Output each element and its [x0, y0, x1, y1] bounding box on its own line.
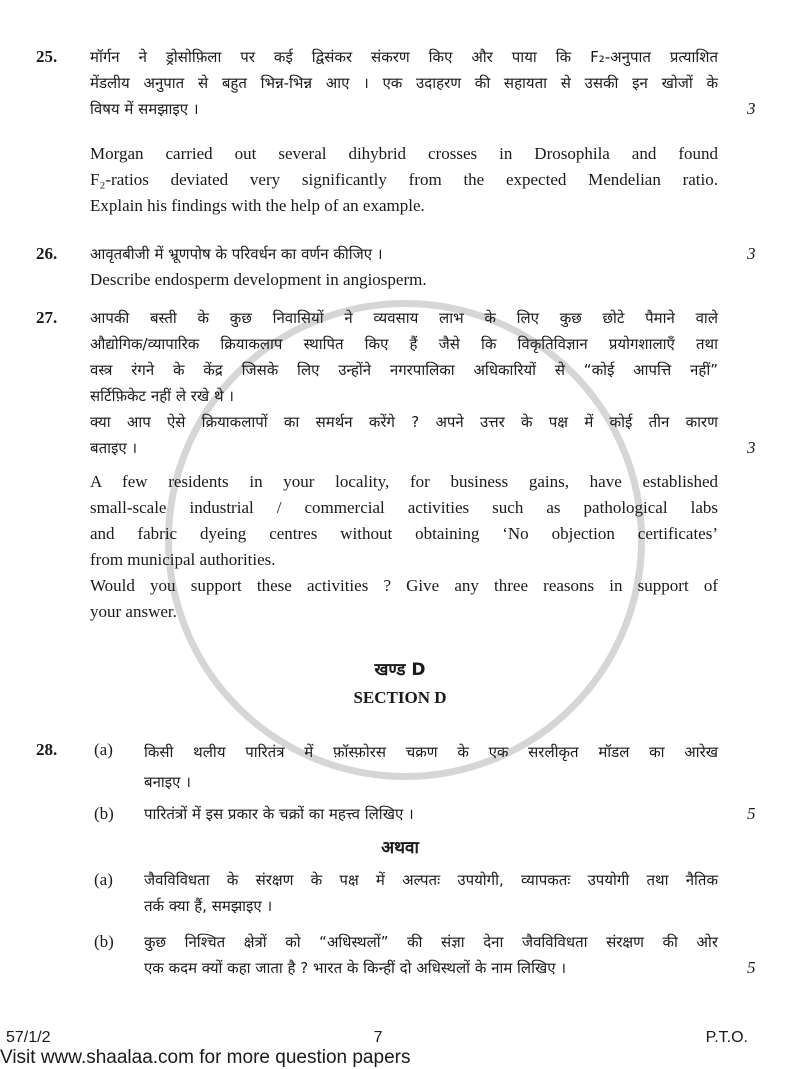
q28-part-a — [90, 737, 718, 797]
question-number-28: 28. — [36, 740, 58, 759]
q28-b-text: पारितंत्रों में इस प्रकार के चक्रों का महत्त्व लिखिए । — [144, 805, 414, 823]
q28-alt-part-a — [90, 867, 718, 919]
q28-alt-a-line: तर्क क्या हैं, समझाइए । — [144, 897, 273, 915]
q28-marks: 5 — [747, 804, 756, 823]
page-footer — [0, 1029, 800, 1069]
q28-part-b — [90, 801, 756, 827]
q26-english: Describe endosperm development in angiosperm. — [90, 270, 427, 289]
q25-english-line: Morgan carried out several dihybrid crosses in Drosophila and found — [90, 144, 718, 163]
question-number-26: 26. — [36, 244, 58, 263]
section-heading: SECTION D — [353, 688, 447, 707]
visit-link[interactable]: Visit www.shaalaa.com for more question papers — [0, 1047, 411, 1068]
pto-label: P.T.O. — [705, 1029, 748, 1046]
question-number-25: 25. — [36, 47, 58, 66]
q26-hindi-line — [90, 241, 756, 267]
paper-code: 57/1/2 — [6, 1029, 51, 1046]
q28-alt-b-text: एक कदम क्यों कहा जाता है ? भारत के किन्हीं दो अधिस्थलों के नाम लिखिए । — [144, 959, 567, 977]
q28-alt-a-label: (a) — [94, 870, 113, 889]
q27-hindi-line: वस्त्र रंगने के केंद्र जिसके लिए उन्होंने नगरपालिका अधिकारियों से “कोई आपत्ति नहीं” — [90, 361, 718, 379]
section-heading-hindi: खण्ड D — [374, 660, 426, 680]
q28-a-line: किसी थलीय पारितंत्र में फ़ॉस्फ़ोरस चक्रण के एक सरलीकृत मॉडल का आरेख — [144, 743, 718, 761]
q27-hindi-line: सर्टिफ़िकेट नहीं ले रखे थे । — [90, 387, 234, 405]
q28-alt-part-b — [90, 929, 756, 981]
q27-english-line: A few residents in your locality, for business gains, have established — [90, 472, 718, 491]
page-number: 7 — [373, 1029, 383, 1046]
question-26 — [36, 241, 756, 293]
q26-hindi: आवृतबीजी में भ्रूणपोष के परिवर्धन का वर्णन कीजिए । — [90, 245, 383, 263]
q25-marks: 3 — [747, 99, 756, 118]
q25-hindi-line-last — [90, 96, 756, 122]
q25-english-line: Explain his findings with the help of an example. — [90, 196, 425, 215]
q27-english-line: Would you support these activities ? Give any three reasons in support of — [90, 576, 718, 595]
q27-hindi-text: बताइए । — [90, 439, 138, 457]
question-28 — [36, 737, 756, 981]
footer-row — [0, 1029, 800, 1047]
q28-part-a-label: (a) — [94, 740, 113, 759]
q27-english-line: your answer. — [90, 602, 177, 621]
q26-marks: 3 — [747, 244, 756, 263]
or-label: अथवा — [381, 838, 419, 858]
question-27 — [36, 305, 756, 625]
q28-alt-b-line: कुछ निश्चित क्षेत्रों को “अधिस्थलों” की संज्ञा देना जैवविविधता संरक्षण की ओर — [144, 933, 718, 951]
q27-hindi-line: औद्योगिक/व्यापारिक क्रियाकलाप स्थापित किए हैं जैसे कि विकृतिविज्ञान प्रयोगशालाएँ तथा — [90, 335, 718, 353]
q28-alt-marks: 5 — [747, 958, 756, 977]
q28-part-b-label: (b) — [94, 804, 114, 823]
q27-english-line: small-scale industrial / commercial activities such as pathological labs — [90, 498, 718, 517]
q25-hindi-line: मॉर्गन ने ड्रोसोफ़िला पर कई द्विसंकर संकरण किए और पाया कि F₂-अनुपात प्रत्याशित — [90, 48, 718, 66]
q25-hindi-text: विषय में समझाइए । — [90, 100, 199, 118]
q27-hindi-line: क्या आप ऐसे क्रियाकलापों का समर्थन करेंगे ? अपने उत्तर के पक्ष में कोई तीन कारण — [90, 413, 718, 431]
question-number-27: 27. — [36, 308, 58, 327]
q25-english-line: F₂-ratios deviated very significantly from the expected Mendelian ratio. — [90, 170, 718, 189]
q27-english-line: and fabric dyeing centres without obtaining ‘No objection certificates’ — [90, 524, 718, 543]
q28-alt-a-line: जैवविविधता के संरक्षण के पक्ष में अल्पतः उपयोगी, व्यापकतः उपयोगी तथा नैतिक — [144, 871, 718, 889]
q27-hindi-line: आपकी बस्ती के कुछ निवासियों ने व्यवसाय लाभ के लिए कुछ छोटे पैमाने वाले — [90, 309, 718, 327]
q27-marks: 3 — [747, 438, 756, 457]
q25-hindi-line: मेंडलीय अनुपात से बहुत भिन्न-भिन्न आए । एक उदाहरण की सहायता से उसकी इन खोजों के — [90, 74, 718, 92]
question-25 — [36, 44, 756, 219]
q27-hindi-line-last — [90, 435, 756, 461]
q27-english-line: from municipal authorities. — [90, 550, 276, 569]
page-content — [36, 0, 756, 981]
q28-b-line — [144, 801, 756, 827]
q28-alt-b-line-last — [144, 955, 756, 981]
q28-a-line: बनाइए । — [144, 773, 191, 791]
q28-alt-b-label: (b) — [94, 932, 114, 951]
